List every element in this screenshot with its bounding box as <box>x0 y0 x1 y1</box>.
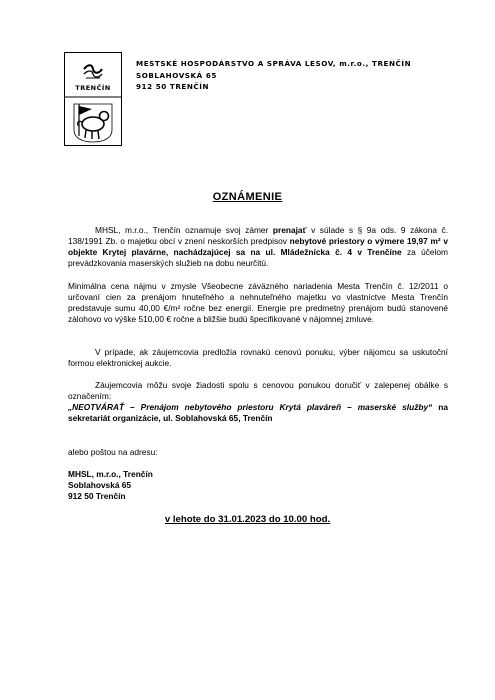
org-city: 912 50 TRENČÍN <box>136 82 210 91</box>
document-title: OZNÁMENIE <box>212 191 283 203</box>
deadline: v lehote do 31.01.2023 do 10.00 hod. <box>164 514 331 525</box>
paragraph-price: Minimálna cena nájmu v zmysle Všeobecne záväzného nariadenia Mesta Trenčín č. 12/2011 o určovaní cien za prenájom hnuteľného a nehnuteľného majetku vo vlastníctve Mesta Trenčín predstavuje sumu 40,00 €/m² ročne bez energií. Energie pre predmetný prenájom budú stanovené zálohovo vo výške 510,00 € ročne a bližšie budú špecifikované v nájomnej zmluve. <box>68 281 448 325</box>
org-street: SOBLAHOVSKÁ 65 <box>136 70 217 80</box>
paragraph-intent <box>68 225 448 269</box>
para1-text-1: MHSL, m.r.o., Trenčín oznamuje svoj zámer <box>95 225 273 235</box>
address-line-1: MHSL, m.r.o., Trenčín <box>68 469 153 479</box>
logo-text: TRENČÍN <box>75 84 111 92</box>
address-line-3: 912 50 Trenčín <box>68 491 126 502</box>
letterhead <box>136 58 411 93</box>
paragraph-submission <box>68 380 448 424</box>
org-name: MESTSKÉ HOSPODÁRSTVO A SPRÁVA LESOV, m.r.o., TRENČÍN <box>136 59 412 68</box>
para1-bold-rent: prenajať <box>272 225 307 235</box>
para1-text-3: za účelom prevádzkovania maserských služieb na dobu neurčitú. <box>68 247 448 269</box>
para1-bold-premises: nebytové priestory o výmere 19,97 m² v objekte Krytej plavárne, nachádzajúcej sa na ul. Mládežnícka č. 4 v Trenčíne <box>68 236 448 258</box>
paragraph-post: alebo poštou na adresu: <box>68 447 158 457</box>
para4-text-2: na sekretariát organizácie, ul. Soblahovská 65, Trenčín <box>68 402 448 424</box>
para1-text-2: v súlade s § 9a ods. 9 zákona č. 138/1991 Zb. o majetku obcí v znení neskorších predpisov <box>68 225 448 247</box>
para4-text-1: Záujemcovia môžu svoje žiadosti spolu s cenovou ponukou doručiť v zalepenej obálke s označením: <box>68 380 448 402</box>
postal-address <box>68 469 448 502</box>
organization-logo <box>64 52 122 146</box>
envelope-label: „NEOTVÁRAŤ – Prenájom nebytového priestoru Krytá plaváreň – maserské služby“ <box>68 402 433 413</box>
paragraph-auction: V prípade, ak záujemcovia predložia rovnakú cenovú ponuku, výber nájomcu sa uskutoční formou elektronickej aukcie. <box>68 347 448 369</box>
address-line-2: Soblahovská 65 <box>68 480 132 491</box>
